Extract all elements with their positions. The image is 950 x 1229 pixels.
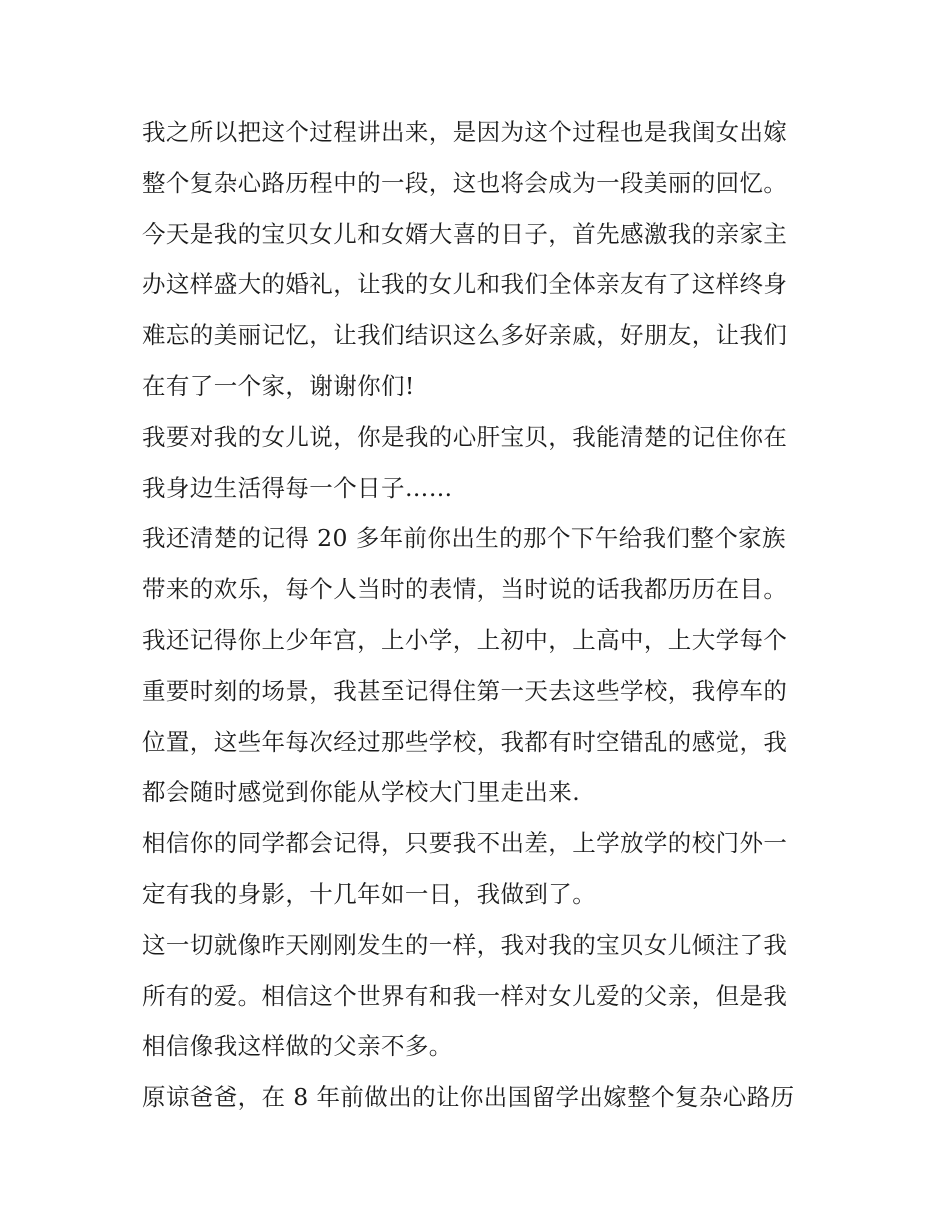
text-line: 都会随时感觉到你能从学校大门里走出来.	[142, 778, 581, 807]
text-line: 我还记得你上少年宫，上小学，上初中，上高中，上大学每个	[142, 625, 788, 654]
text-line: 所有的爱。相信这个世界有和我一样对女儿爱的父亲，但是我	[142, 981, 788, 1010]
text-line: 今天是我的宝贝女儿和女婿大喜的日子，首先感激我的亲家主	[142, 219, 788, 248]
text-line: 我要对我的女儿说，你是我的心肝宝贝，我能清楚的记住你在	[142, 422, 788, 451]
text-line: 我身边生活得每一个日子……	[142, 473, 453, 502]
text-line: 原谅爸爸，在 8 年前做出的让你出国留学出嫁整个复杂心路历	[142, 1083, 795, 1112]
text-line: 相信像我这样做的父亲不多。	[142, 1032, 453, 1061]
text-line: 定有我的身影，十几年如一日，我做到了。	[142, 879, 597, 908]
text-line: 相信你的同学都会记得，只要我不出差，上学放学的校门外一	[142, 829, 788, 858]
document-body	[142, 107, 822, 1123]
text-line: 难忘的美丽记忆，让我们结识这么多好亲戚，好朋友，让我们	[142, 321, 788, 350]
text-line: 办这样盛大的婚礼，让我的女儿和我们全体亲友有了这样终身	[142, 270, 788, 299]
text-line: 在有了一个家，谢谢你们!	[142, 371, 415, 400]
text-line: 我还清楚的记得 20 多年前你出生的那个下午给我们整个家族	[142, 524, 786, 553]
text-line: 带来的欢乐，每个人当时的表情，当时说的话我都历历在目。	[142, 575, 788, 604]
text-line: 整个复杂心路历程中的一段，这也将会成为一段美丽的回忆。	[142, 168, 788, 197]
text-line: 我之所以把这个过程讲出来，是因为这个过程也是我闺女出嫁	[142, 118, 788, 146]
text-line: 重要时刻的场景，我甚至记得住第一天去这些学校，我停车的	[142, 676, 788, 705]
text-line: 位置，这些年每次经过那些学校，我都有时空错乱的感觉，我	[142, 727, 788, 756]
text-line: 这一切就像昨天刚刚发生的一样，我对我的宝贝女儿倾注了我	[142, 930, 788, 959]
